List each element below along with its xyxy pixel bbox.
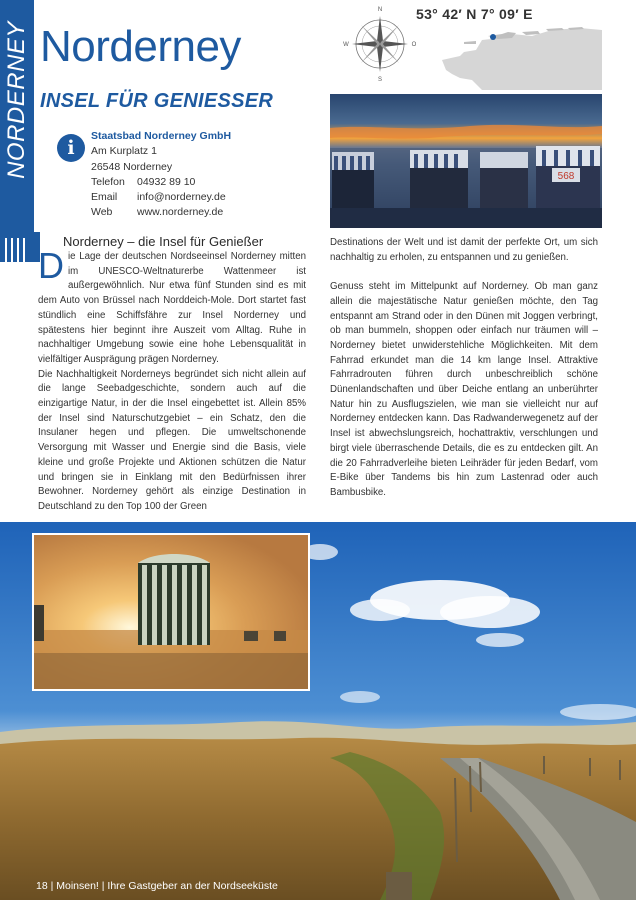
contact-phone-label: Telefon (91, 175, 125, 188)
contact-email-link[interactable]: info@norderney.de (137, 191, 226, 204)
article-column-right (330, 236, 598, 501)
article-column-left (38, 245, 306, 515)
contact-web-link[interactable]: www.norderney.de (137, 206, 224, 219)
article-paragraph: Destinations der Welt und ist damit der perfekte Ort, um sich nachhaltig zu erholen, zu entspannen und zu genießen. (330, 237, 598, 263)
article-paragraph: Die Nachhaltigkeit Norderneys begründet sich nicht allein auf die lange Seebadgeschichte, sondern auch auf die einzigartige Natur, in der die Insel eingebettet ist. Allein 85% der Insel sind Naturschutzgebiet – ein Schatz, den die Insulaner hegen und pflegen. Die umweltschonende Versorgung mit Wasser und Energie sind die Basis, viele kleine und große Projekte und Aktionen schützen die Natur und bringen sie in Einklang mit den Bedürfnissen ihrer Bewohner. Norderney gehört als einzige Destination in Deutschland zu den Top 100 der Green (38, 368, 306, 512)
compass-north-label: N (377, 7, 383, 13)
article-paragraph: Genuss steht im Mittelpunkt auf Norderney. Ob man ganz allein die majestätische Natur genießen möchte, den Tag entspannt am Strand oder in den Dünen mit Joggen verbringt, ob man bummeln, shoppen oder einfach nur träumen will – Norderney bietet unwiderstehliche Möglichkeiten. Mit dem Fahrrad erkundet man die 14 km lange Insel. Attraktive Fahrradrouten führen durch unbeschreiblich schöne Dünenlandschaften und über Deiche entlang an unberührter Natur hin zu Ausflugszielen, wie man sie vielleicht nur auf Norderney entdecken kann. Das Radwanderwegenetz auf der Insel ist abwechslungsreich, hochattraktiv, verschlungen und birgt viele überraschende Details, die es zu entdecken gilt. An die 20 Fahrradverleihe bieten Leihräder für jeden Bedarf, vom E-Bike über Tandems bis hin zum Lastenrad oder auch Bambusbike. (330, 281, 598, 498)
compass-west-label: W (343, 42, 349, 48)
contact-block (91, 129, 231, 221)
side-tab-label: NORDERNEY (3, 21, 31, 179)
beach-chair-sunset-inset-photo (32, 533, 310, 691)
beach-chairs-sunset-photo (330, 94, 602, 228)
contact-organization: Staatsbad Norderney GmbH (91, 130, 232, 142)
beach-chair-number: 568 (557, 171, 575, 182)
compass-rose-icon (342, 2, 418, 82)
contact-web-label: Web (91, 206, 113, 219)
compass-east-label: O (411, 42, 417, 48)
contact-street: Am Kurplatz 1 (91, 145, 157, 158)
page-subtitle: INSEL FÜR GENIESSER (40, 90, 274, 112)
page-title: Norderney (40, 22, 241, 71)
contact-email-row (91, 190, 231, 205)
contact-phone-row (91, 175, 231, 190)
contact-city: 26548 Norderney (91, 160, 173, 173)
article-paragraph (38, 245, 306, 368)
contact-phone: 04932 89 10 (137, 175, 196, 188)
article-paragraph-text: ie Lage der deutschen Nordseeinsel Norderney mitten im UNESCO-Weltnaturerbe Wattenmeer ist außergewöhnlich. Nur etwa fünf Stunden sind es mit dem Auto von Brüssel nach Norddeich-Mole. Dort startet fast stündlich eine Schiffsfähre zur Insel Norderney und spätestens hier beginnt ihre Auszeit vom Alltag. Ruhe in nachhaltiger Umgebung sowie eine hohe Lebensqualität in vielfältiger Ausprägung prägen Norderney. (38, 251, 306, 365)
contact-web-row (91, 205, 231, 220)
info-icon: i (57, 134, 85, 162)
coordinates: 53° 42′ N 7° 09′ E (416, 6, 533, 22)
contact-email-label: Email (91, 191, 118, 204)
location-map (442, 26, 602, 90)
article-heading: Norderney – die Insel für Genießer (63, 234, 264, 249)
map-marker-icon (490, 34, 496, 40)
compass-south-label: S (377, 77, 383, 82)
page-footer: 18 | Moinsen! | Ihre Gastgeber an der Nordseeküste (36, 880, 278, 892)
side-tab (0, 0, 34, 200)
drop-cap: D (38, 245, 64, 286)
side-stripes-decoration (0, 232, 40, 262)
